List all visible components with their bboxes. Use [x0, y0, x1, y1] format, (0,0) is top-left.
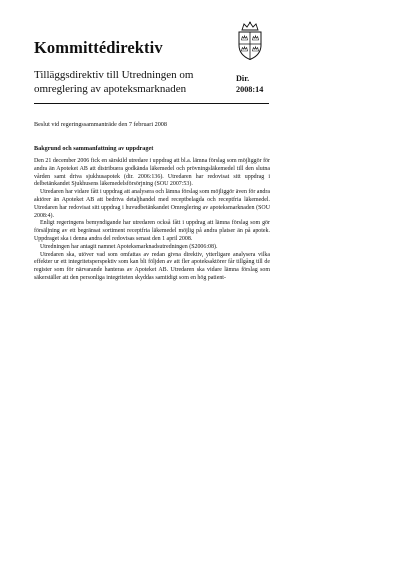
directive-label: Dir.: [236, 74, 250, 83]
document-title: Kommittédirektiv: [34, 38, 163, 57]
decision-note: Beslut vid regeringssammanträde den 7 februari 2008: [34, 121, 167, 128]
body-paragraph: Enligt regeringens bemyndigande har utredaren också fått i uppdrag att lämna förslag som gör försäljning av ett begränsat sortiment receptfria läkemedel möjlig på andra platser än på apotek. Uppdraget ska i denna andra del redovisas senast den 1 april 2008.: [34, 220, 270, 242]
document-subtitle: Tilläggsdirektiv till Utredningen om omreglering av apoteksmarknaden: [34, 69, 194, 95]
document-body: [34, 158, 270, 283]
body-paragraph: Utredaren ska, utöver vad som omfattas av redan givna direktiv, ytterligare analysera vilka effekter ur ett integritetsperspektiv som kan bli följden av att fler apoteksaktörer får tillgång till de register som för närvarande hanteras av Apoteket AB. Utredaren ska vidare lämna förslag som säkerställer att den personliga integriteten skyddas samtidigt som en hög patient-: [34, 251, 270, 281]
body-paragraph: Utredningen har antagit namnet Apoteksmarknadsutredningen (S2006:08).: [40, 243, 218, 250]
directive-number: 2008:14: [236, 84, 264, 94]
directive-number-block: [236, 74, 263, 95]
section-heading: Bakgrund och sammanfattning av uppdraget: [34, 145, 154, 152]
swedish-coat-of-arms-icon: [233, 21, 267, 61]
body-paragraph: Den 21 december 2006 fick en särskild utredare i uppdrag att bl.a. lämna förslag som möjliggör för andra än Apoteket AB att distribuera godkända läkemedel och prövningsläkemedel till den slutna vården samt driva sjukhusapotek (dir. 2006:136). Utredaren har redovisat sitt uppdrag i delbetänkandet Sjukhusens läkemedelsförsörjning (SOU 2007:53).: [34, 158, 270, 188]
body-paragraph: Utredaren har vidare fått i uppdrag att analysera och lämna förslag som möjliggör även för andra aktörer än Apoteket AB att bedriva detaljhandel med receptbelagda och receptfria läkemedel. Utredaren har redovisat sitt uppdrag i huvudbetänkandet Omreglering av apoteksmarknaden (SOU 2008:4).: [34, 189, 270, 219]
header-divider: [34, 103, 269, 104]
